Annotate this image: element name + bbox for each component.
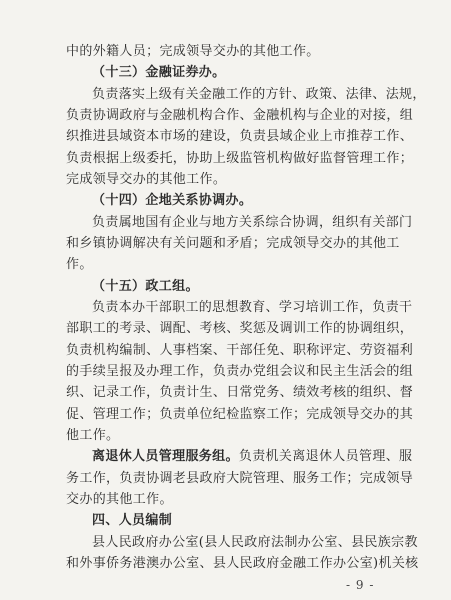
text-line: 促、管理工作；负责单位纪检监察工作；完成领导交办的其 [66, 407, 414, 422]
page-number: - 9 - [346, 578, 375, 592]
section-heading: （十五）政工组。 [92, 279, 199, 294]
text-line [92, 449, 412, 465]
text-line: 交办的其他工作。 [66, 492, 173, 507]
group-text: 负责机关离退休人员管理、服 [238, 449, 413, 464]
section-heading: （十三）金融证券办。 [92, 65, 226, 80]
section-heading: （十四）企地关系协调办。 [92, 193, 253, 208]
text-line: 部职工的考录、调配、考核、奖惩及调训工作的协调组织， [66, 321, 414, 336]
text-line: 完成领导交办的其他工作。 [66, 172, 227, 187]
group-heading: 离退休人员管理服务组。 [92, 449, 239, 464]
text-line: 织、记录工作，负责计生、日常党务、绩效考核的组织、督 [66, 385, 414, 400]
text-line: 作。 [66, 257, 93, 272]
text-line: 负责机构编制、人事档案、干部任免、职称评定、劳资福利 [66, 343, 414, 358]
text-line: 和乡镇协调解决有关问题和矛盾；完成领导交办的其他工 [66, 236, 400, 251]
text-line: 中的外籍人员；完成领导交办的其他工作。 [66, 44, 320, 59]
text-line: 负责本办干部职工的思想教育、学习培训工作，负责干 [92, 300, 413, 315]
text-line: 务工作，负责协调老县政府大院管理、服务工作；完成领导 [66, 471, 414, 486]
text-line: 负责属地国有企业与地方关系综合协调，组织有关部门 [92, 215, 413, 230]
text-line: 负责协调政府与金融机构合作、金融机构与企业的对接，组 [66, 108, 414, 123]
text-line: 县人民政府办公室(县人民政府法制办公室、县民族宗教 [92, 535, 418, 550]
text-line: 负责根据上级委托，协助上级监管机构做好监督管理工作； [66, 151, 414, 166]
text-line: 他工作。 [66, 428, 120, 443]
text-line: 负责落实上级有关金融工作的方针、政策、法律、法规， [92, 87, 426, 102]
text-line: 织推进县域资本市场的建设，负责县域企业上市推荐工作、 [66, 129, 414, 144]
chapter-heading: 四、人员编制 [92, 513, 173, 528]
text-line: 的手续呈报及办理工作，负责办党组会议和民主生活会的组 [66, 364, 414, 379]
text-line: 和外事侨务港澳办公室、县人民政府金融工作办公室)机关核 [66, 556, 419, 571]
